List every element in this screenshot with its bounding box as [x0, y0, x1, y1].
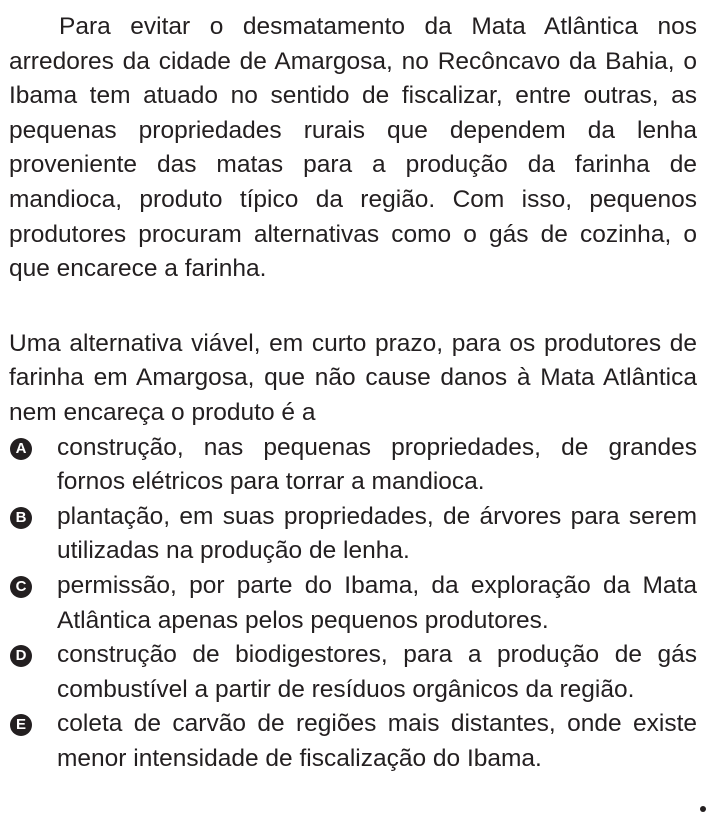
- option-d-letter-badge: D: [10, 645, 32, 667]
- question-block: [9, 10, 697, 776]
- option-c-letter-badge: C: [10, 576, 32, 598]
- option-e-text: coleta de carvão de regiões mais distantes, onde existe menor intensidade de fiscalização do Ibama.: [57, 710, 697, 772]
- option-b-letter-badge: B: [10, 507, 32, 529]
- option-e[interactable]: [9, 707, 697, 776]
- option-a[interactable]: [9, 431, 697, 500]
- option-a-letter-badge: A: [10, 438, 32, 460]
- page-corner-mark: [700, 806, 706, 812]
- option-d[interactable]: [9, 638, 697, 707]
- option-c-text: permissão, por parte do Ibama, da exploração da Mata Atlântica apenas pelos pequenos produtores.: [57, 571, 697, 634]
- answer-options: [9, 431, 697, 777]
- context-paragraph: Para evitar o desmatamento da Mata Atlântica nos arredores da cidade de Amargosa, no Recôncavo da Bahia, o Ibama tem atuado no sentido de fiscalizar, entre outras, as pequenas propriedades rurais que dependem da lenha proveniente das matas para a produção da farinha de mandioca, produto típico da região. Com isso, pequenos produtores procuram alternativas como o gás de cozinha, o que encarece a farinha.: [9, 13, 697, 283]
- question-prompt: Uma alternativa viável, em curto prazo, para os produtores de farinha em Amargosa, que não cause danos à Mata Atlântica nem encareça o produto é a: [9, 329, 697, 426]
- option-e-letter-badge: E: [10, 714, 32, 736]
- option-a-text: construção, nas pequenas propriedades, de grandes fornos elétricos para torrar a mandioca.: [57, 433, 697, 496]
- option-d-text: construção de biodigestores, para a produção de gás combustível a partir de resíduos orgânicos da região.: [57, 641, 697, 703]
- option-b[interactable]: [9, 500, 697, 569]
- option-c[interactable]: [9, 569, 697, 638]
- option-b-text: plantação, em suas propriedades, de árvores para serem utilizadas na produção de lenha.: [57, 502, 697, 565]
